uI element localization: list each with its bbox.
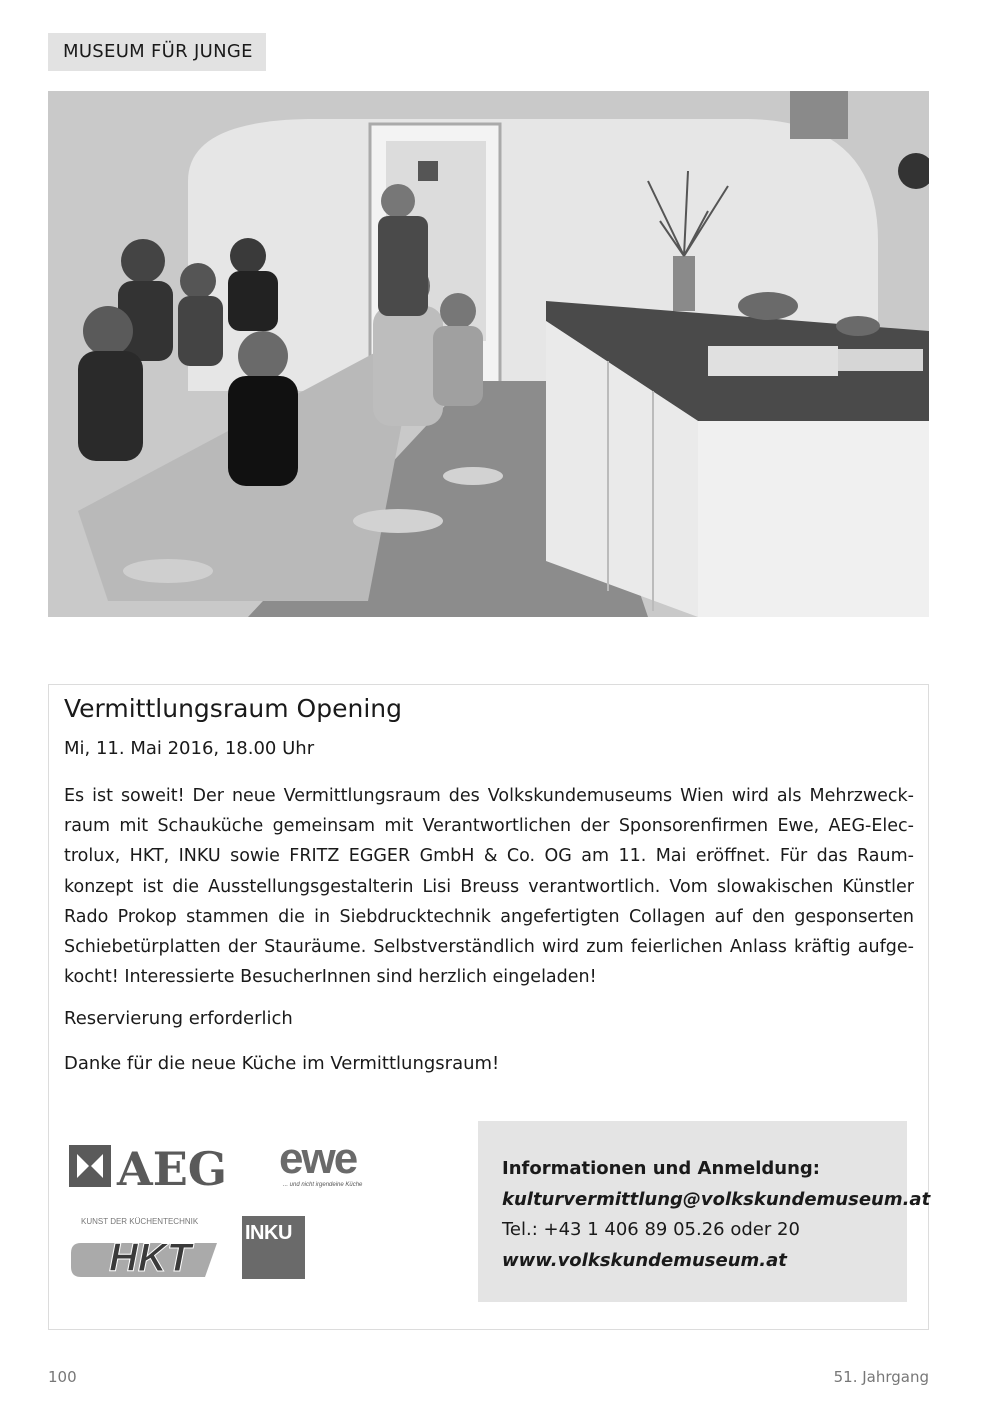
info-box bbox=[478, 1121, 931, 1302]
inku-logo: INKU bbox=[242, 1216, 305, 1279]
ewe-logo-text: ewe bbox=[279, 1135, 357, 1183]
volume-label: 51. Jahrgang bbox=[833, 1368, 929, 1386]
event-photo bbox=[48, 91, 929, 617]
aeg-logo-text: AEG bbox=[117, 1142, 228, 1192]
event-description: Es ist soweit! Der neue Vermittlungsraum des Volkskundemuseums Wien wird als Mehrzweckraum mit Schauküche gemeinsam mit Verantwortlichen der Sponsorenfirmen Ewe, AEG-Electrolux, HKT, INKU sowie FRITZ EGGER GmbH & Co. OG am 11. Mai eröffnet. Für das Raumkonzept ist die Ausstellungsgestalterin Lisi Breuss verantwortlich. Vom slowakischen Künstler Rado Prokop stammen die in Siebdrucktechnik angefertigten Collagen auf den gesponserten Schiebetürplatten der Stauräume. Selbstverständlich wird zum feierlichen Anlass kräftig aufgekocht! Interessierte BesucherInnen sind herzlich eingeladen! bbox=[64, 786, 914, 988]
event-title: Vermittlungsraum Opening bbox=[64, 694, 402, 723]
hkt-logo-text: HKT bbox=[109, 1236, 192, 1280]
reservation-note: Reservierung erforderlich bbox=[64, 1008, 293, 1029]
aeg-logo bbox=[69, 1140, 259, 1192]
info-website-link[interactable]: www.volkskundemuseum.at bbox=[502, 1249, 787, 1271]
ewe-logo bbox=[279, 1135, 389, 1193]
ewe-tagline: ... und nicht irgendeine Küche bbox=[283, 1182, 363, 1188]
thanks-note: Danke für die neue Küche im Vermittlungsraum! bbox=[64, 1053, 500, 1074]
hkt-logo bbox=[67, 1215, 222, 1281]
event-card bbox=[48, 684, 929, 1330]
info-heading: Informationen und Anmeldung: bbox=[502, 1158, 820, 1179]
hkt-tagline: KUNST DER KÜCHENTECHNIK bbox=[81, 1217, 199, 1226]
page-number: 100 bbox=[48, 1368, 77, 1386]
info-phone: Tel.: +43 1 406 89 05.26 oder 20 bbox=[502, 1219, 800, 1240]
section-tag: MUSEUM FÜR JUNGE bbox=[48, 33, 266, 71]
info-email-link[interactable]: kulturvermittlung@volkskundemuseum.at bbox=[502, 1188, 931, 1210]
event-date: Mi, 11. Mai 2016, 18.00 Uhr bbox=[64, 738, 315, 759]
